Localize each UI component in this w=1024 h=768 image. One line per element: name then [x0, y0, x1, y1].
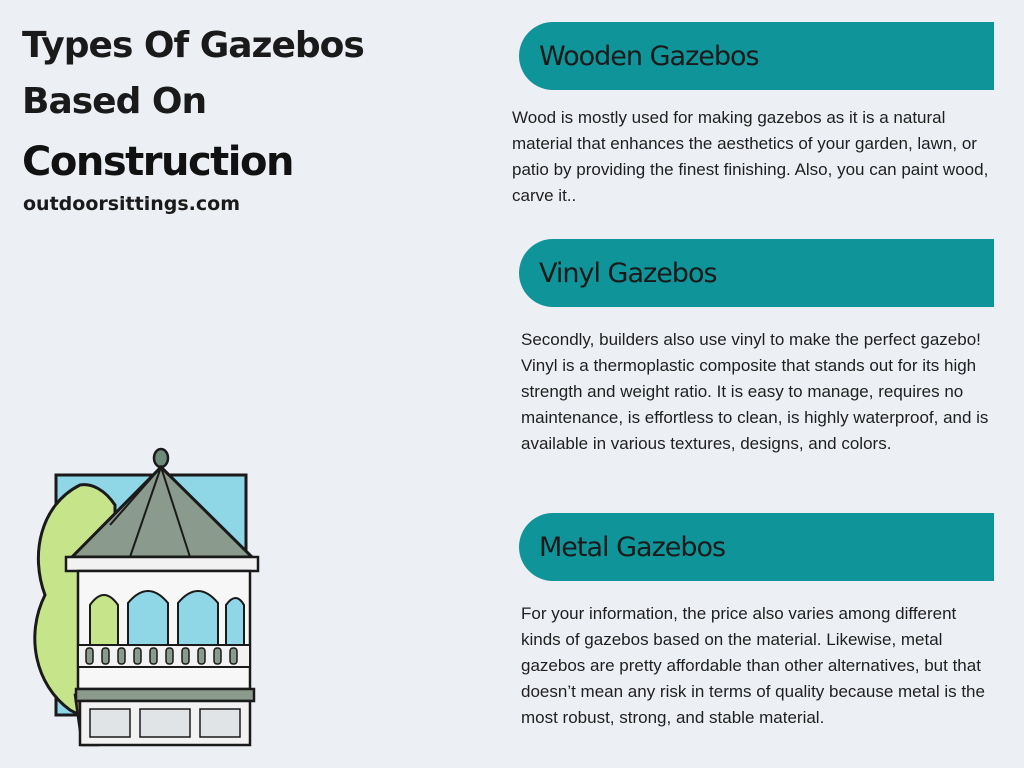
section-text-vinyl: Secondly, builders also use vinyl to make the perfect gazebo! Vinyl is a thermoplastic composite that stands out for its high strength and weight ratio. It is easy to manage, requires no maintenance, is effortless to clean, is highly waterproof, and is available in various textures, designs, and colors. [521, 330, 989, 453]
title-line-1: Types Of Gazebos [22, 25, 364, 66]
section-heading: Vinyl Gazebos [539, 257, 717, 289]
title-line-3: Construction [22, 139, 293, 185]
finial-icon [154, 449, 168, 467]
title-line-2: Based On [22, 81, 207, 122]
section-text-wooden: Wood is mostly used for making gazebos as it is a natural material that enhances the aesthetics of your garden, lawn, or patio by providing the finest finishing. Also, you can paint wood, carve it.. [512, 108, 989, 205]
section-heading: Metal Gazebos [539, 531, 726, 563]
gazebo-illustration [20, 445, 270, 755]
section-banner-wooden [519, 22, 994, 90]
section-banner-metal [519, 513, 994, 581]
section-banner-vinyl [519, 239, 994, 307]
section-heading: Wooden Gazebos [539, 40, 759, 72]
site-name: outdoorsittings.com [23, 193, 241, 215]
roof-rim [66, 557, 258, 571]
section-text-metal: For your information, the price also varies among different kinds of gazebos based on the material. Likewise, metal gazebos are pretty affordable than other alternatives, but that doesn’t mean any risk in terms of quality because metal is the most robust, strong, and stable material. [521, 604, 985, 727]
